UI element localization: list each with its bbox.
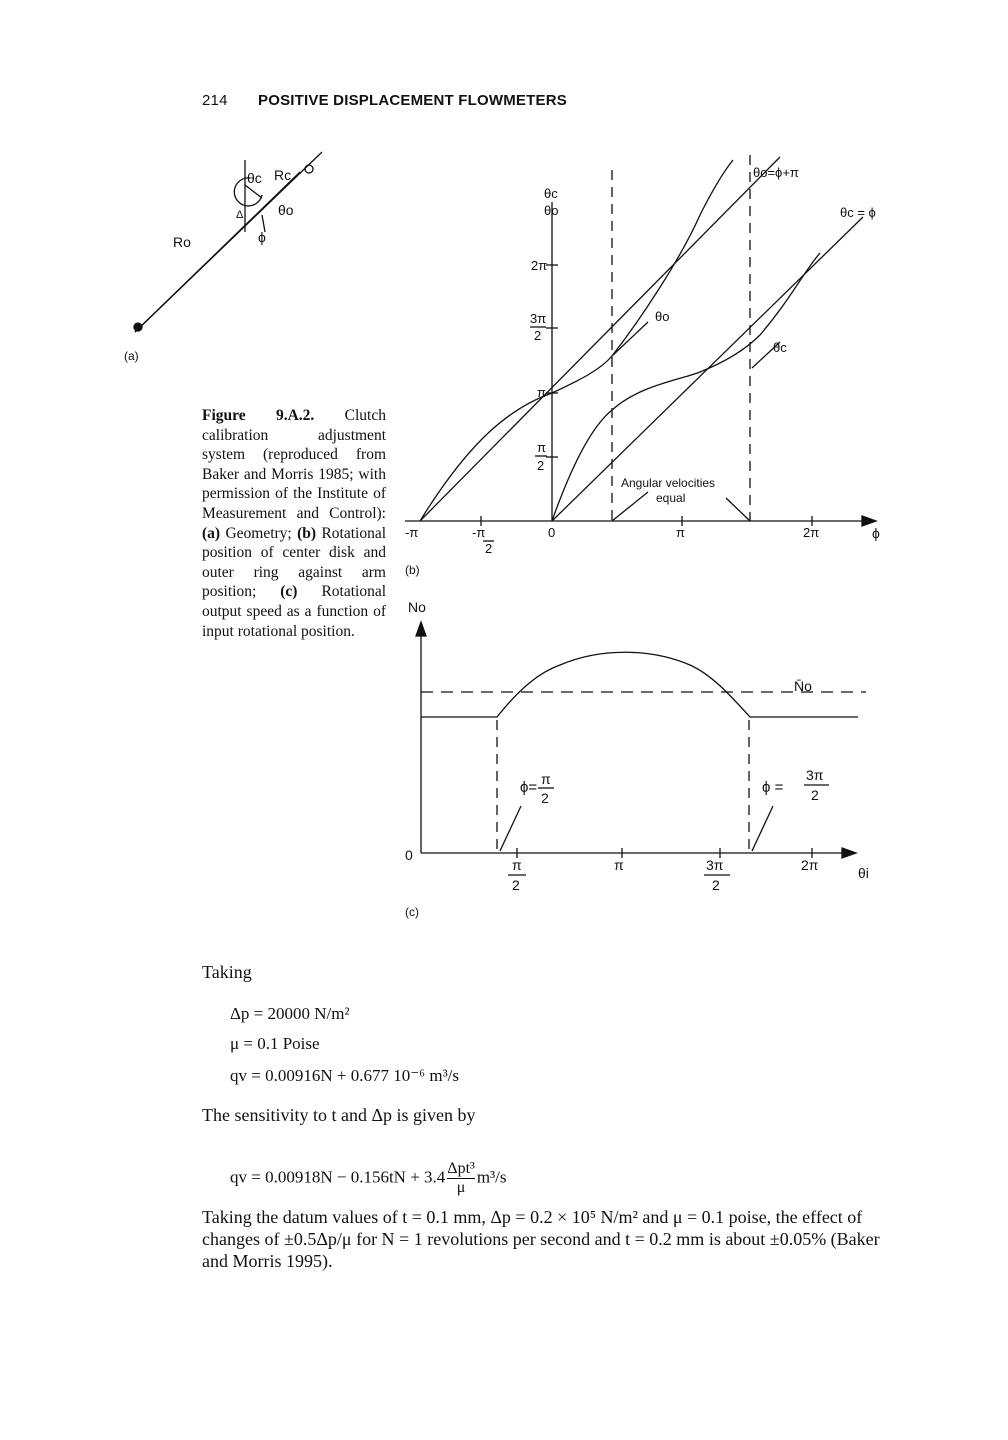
caption-text: Clutch calibration adjustment system (reproduced from Baker and Morris 1985; with permission of the Institute of Measurement and Control):	[202, 407, 386, 522]
equation-qv-2-unit: m³/s	[476, 1167, 507, 1187]
line-theta-o-eq	[420, 157, 780, 521]
pointer-right	[752, 806, 773, 851]
running-title: POSITIVE DISPLACEMENT FLOWMETERS	[258, 92, 567, 109]
x-tick-label-neg-pi2-den: 2	[485, 541, 493, 556]
y-label-theta-c: θc	[544, 186, 558, 201]
x-tick-c-2pi: 2π	[801, 857, 819, 873]
x-tick-label-2pi: 2π	[803, 525, 820, 540]
panel-c-speed-plot	[405, 599, 869, 919]
annotation-line-1: Angular velocities	[621, 476, 716, 490]
y-tick-label-pi: π	[537, 385, 546, 400]
y-tick-label-3pi2-den: 2	[534, 328, 542, 343]
panel-a-label: (a)	[124, 349, 139, 363]
x-tick-c-3pi2-num: 3π	[706, 857, 724, 873]
pointer-theta-o	[612, 322, 648, 356]
left-marker-den: 2	[541, 790, 549, 806]
annotation-pointer-right	[726, 498, 750, 521]
y-axis-arrow-c	[416, 622, 426, 636]
mean-label-no-bar: N̄o	[794, 678, 812, 694]
pivot-circle-top	[305, 165, 313, 173]
label-phi: ϕ	[258, 229, 266, 245]
right-marker-num: 3π	[806, 767, 824, 783]
y-tick-label-2pi: 2π	[531, 258, 548, 273]
left-marker-phi: ϕ=	[520, 779, 538, 796]
label-theta-o-eq: θo=ϕ+π	[753, 165, 799, 180]
x-tick-c-pi2-den: 2	[512, 877, 520, 893]
rc-line	[245, 185, 262, 198]
caption-b-text: Rotational position of center disk and outer ring against arm position;	[202, 524, 387, 601]
panel-c-label: (c)	[405, 905, 419, 919]
label-theta-c-curve: θc	[773, 340, 787, 355]
y-zero-label: 0	[405, 847, 413, 863]
taking-label: Taking	[202, 962, 252, 982]
x-tick-c-pi2-num: π	[512, 857, 522, 873]
left-marker-num: π	[541, 771, 551, 787]
y-tick-label-pi2-den: 2	[537, 458, 545, 473]
right-marker-phi: ϕ =	[762, 779, 784, 796]
label-theta-c-eq: θc = ϕ	[840, 205, 876, 220]
equation-qv-2-left: qv = 0.00918N − 0.156tN + 3.4	[230, 1167, 446, 1187]
label-ro: Ro	[173, 234, 191, 250]
equation-qv-2-fraction	[447, 1160, 475, 1197]
equation-mu: μ = 0.1 Poise	[230, 1034, 320, 1053]
label-delta: Δ	[236, 209, 244, 221]
caption-a-label: (a)	[202, 524, 221, 542]
panel-b-position-plot	[405, 155, 880, 577]
annotation-line-2: equal	[656, 491, 686, 505]
caption-c-text: Rotational output speed as a function of input rotational position.	[202, 583, 387, 640]
panel-a-geometry	[124, 152, 322, 363]
x-tick-label-neg-pi2-num: -π	[472, 525, 486, 540]
label-theta-o: θo	[278, 202, 294, 218]
pointer-left	[500, 806, 521, 851]
x-axis-arrow-c	[842, 848, 856, 858]
speed-curve	[421, 652, 858, 717]
final-paragraph: Taking the datum values of t = 0.1 mm, Δp = 0.2 × 10⁵ N/m² and μ = 0.1 poise, the effect of changes of ±0.5Δp/μ for N = 1 revolutions per second and t = 0.2 mm is about ±0.05% (Baker and Morris 1995).	[202, 1207, 880, 1271]
fraction-denominator: μ	[456, 1179, 466, 1196]
figure-caption	[202, 406, 386, 641]
x-tick-label-0: 0	[548, 525, 556, 540]
x-tick-label-neg-pi: -π	[405, 525, 419, 540]
y-label-theta-o: θo	[544, 203, 559, 218]
caption-b-label: (b)	[297, 524, 317, 542]
equation-qv-2	[230, 1160, 507, 1197]
annotation-pointer-left	[612, 492, 648, 521]
y-tick-label-3pi2-num: 3π	[530, 311, 547, 326]
caption-c-label: (c)	[280, 583, 298, 601]
label-theta-c: θc	[247, 170, 262, 186]
fraction-numerator: Δpt³	[447, 1160, 475, 1177]
caption-a-text: Geometry;	[225, 524, 292, 542]
sensitivity-text: The sensitivity to t and Δp is given by	[202, 1105, 476, 1125]
pivot-circle-bottom	[134, 323, 142, 331]
x-axis-label-theta-i: θi	[858, 865, 869, 881]
right-marker-den: 2	[811, 787, 819, 803]
label-theta-o-curve: θo	[655, 309, 670, 324]
y-axis-label-no: No	[408, 599, 426, 615]
equation-delta-p: Δp = 20000 N/m²	[230, 1004, 350, 1023]
y-tick-label-pi2-num: π	[537, 440, 546, 455]
x-tick-c-pi: π	[614, 857, 624, 873]
curve-theta-o	[420, 160, 733, 521]
x-axis-label-phi: ϕ	[872, 525, 880, 541]
panel-b-label: (b)	[405, 563, 420, 577]
x-tick-label-pi: π	[676, 525, 685, 540]
ro-line	[135, 172, 300, 332]
caption-label: Figure 9.A.2.	[202, 407, 315, 424]
x-tick-c-3pi2-den: 2	[712, 877, 720, 893]
equation-qv-1: qv = 0.00916N + 0.677 10⁻⁶ m³/s	[230, 1066, 460, 1085]
label-rc: Rc	[274, 167, 292, 183]
page-number: 214	[202, 92, 228, 109]
